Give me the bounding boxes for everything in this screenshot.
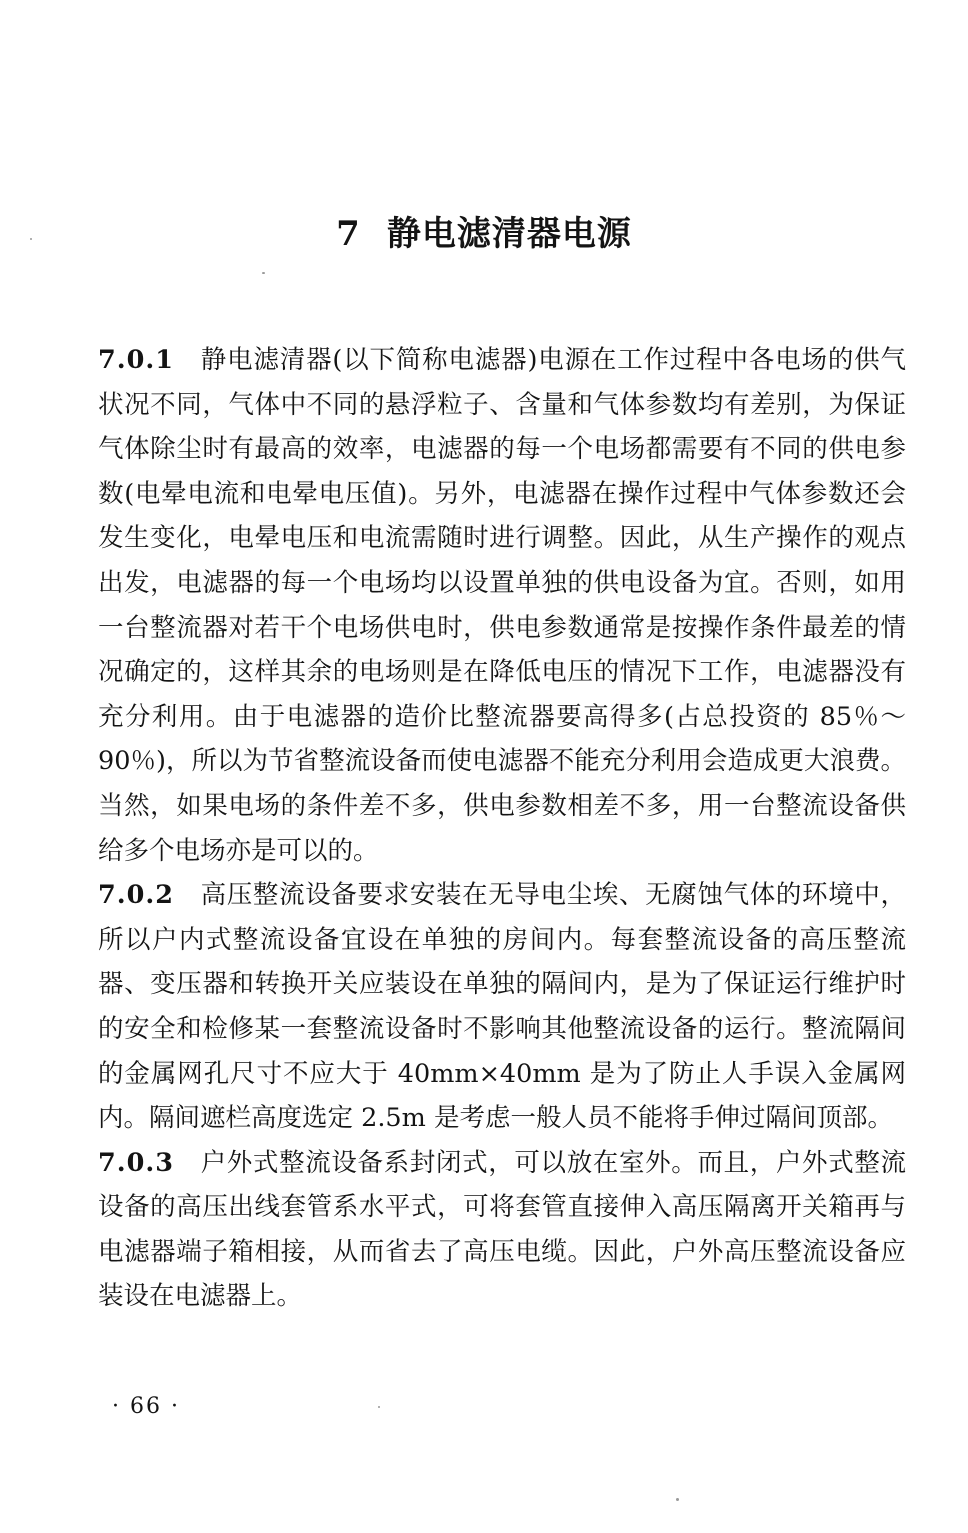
- chapter-title: [0, 206, 968, 255]
- clause-number: 7.0.1: [98, 345, 174, 375]
- scan-speck: [30, 238, 32, 240]
- scan-speck: [262, 272, 265, 274]
- scan-speck: [378, 1406, 380, 1408]
- clause-7-0-3: [98, 1141, 906, 1319]
- page-number: · 66 ·: [112, 1394, 180, 1419]
- clause-text: 户外式整流设备系封闭式，可以放在室外。而且，户外式整流设备的高压出线套管系水平式，可将套管直接伸入高压隔离开关箱再与电滤器端子箱相接，从而省去了高压电缆。因此，户外高压整流设备应装设在电滤器上。: [98, 1147, 906, 1312]
- chapter-title-text: 静电滤清器电源: [386, 214, 632, 254]
- chapter-number: 7: [336, 214, 361, 254]
- body-text: [98, 338, 906, 1319]
- clause-text: 高压整流设备要求安装在无导电尘埃、无腐蚀气体的环境中，所以户内式整流设备宜设在单独的房间内。每套整流设备的高压整流器、变压器和转换开关应装设在单独的隔间内，是为了保证运行维护时的安全和检修某一套整流设备时不影响其他整流设备的运行。整流隔间的金属网孔尺寸不应大于 40mm×40mm 是为了防止人手误入金属网内。隔间遮栏高度选定 2.5m 是考虑一般人员不能将手伸过隔间顶部。: [98, 880, 906, 1134]
- clause-number: 7.0.2: [98, 880, 174, 911]
- clause-7-0-1: [98, 338, 906, 873]
- clause-text: 静电滤清器(以下简称电滤器)电源在工作过程中各电场的供气状况不同，气体中不同的悬浮粒子、含量和气体参数均有差别，为保证气体除尘时有最高的效率，电滤器的每一个电场都需要有不同的供电参数(电晕电流和电晕电压值)。另外，电滤器在操作过程中气体参数还会发生变化，电晕电压和电流需随时进行调整。因此，从生产操作的观点出发，电滤器的每一个电场均以设置单独的供电设备为宜。否则，如用一台整流器对若干个电场供电时，供电参数通常是按操作条件最差的情况确定的，这样其余的电场则是在降低电压的情况下工作，电滤器没有充分利用。由于电滤器的造价比整流器要高得多(占总投资的 85％～90％)，所以为节省整流设备而使电滤器不能充分利用会造成更大浪费。当然，如果电场的条件差不多，供电参数相差不多，用一台整流设备供给多个电场亦是可以的。: [98, 345, 906, 866]
- clause-7-0-2: [98, 873, 906, 1141]
- clause-number: 7.0.3: [98, 1147, 174, 1178]
- scan-speck: [676, 1498, 679, 1501]
